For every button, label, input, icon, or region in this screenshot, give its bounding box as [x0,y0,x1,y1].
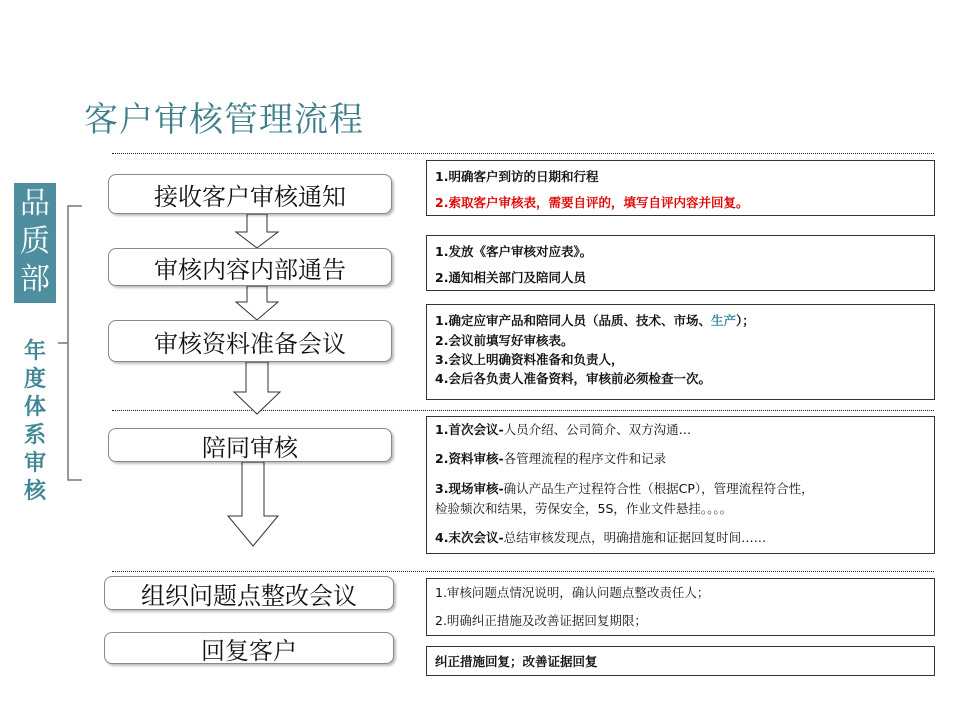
annual-audit-char: 核 [23,479,46,504]
note-line-highlight: 2.索取客户审核表，需要自评的，填写自评内容并回复。 [435,195,749,210]
step-internal-announcement: 审核内容内部通告 [108,248,392,286]
note-line: 2.通知相关部门及陪同人员 [435,270,586,285]
note-line: 4.末次会议-总结审核发现点，明确措施和证据回复时间…… [435,530,767,545]
arrow-down-4 [228,462,278,546]
arrow-down-1 [236,214,278,248]
annual-audit-char: 年 [23,339,46,364]
department-char: 部 [20,262,50,297]
arrow-down-2 [236,286,278,320]
department-char: 质 [20,224,50,259]
step-accompany-audit: 陪同审核 [108,428,392,462]
note-line: 1.发放《客户审核对应表》。 [435,244,593,259]
note-line: 纠正措施回复；改善证据回复 [435,654,598,669]
note-reply-customer [426,646,935,676]
note-accompany-audit [426,416,935,554]
note-receive-notice [426,160,935,216]
note-preparation-meeting [426,304,935,400]
note-line: 1.首次会议-人员介绍、公司简介、双方沟通… [435,422,692,437]
annual-audit-char: 系 [23,423,46,448]
note-line: 3.现场审核-确认产品生产过程符合性（根据CP），管理流程符合性， [435,481,814,496]
note-line: 1.明确客户到访的日期和行程 [435,169,599,184]
department-char: 品 [20,186,50,221]
note-internal-announcement [426,235,935,291]
step-receive-notice: 接收客户审核通知 [108,174,392,214]
step-rectification-meeting: 组织问题点整改会议 [104,576,394,610]
annual-audit-char: 审 [23,451,46,476]
scope-bracket [68,206,82,480]
note-line: 2.资料审核-各管理流程的程序文件和记录 [435,451,667,466]
arrow-down-3 [234,362,280,414]
step-reply-customer: 回复客户 [104,632,394,664]
note-line: 1.确定应审产品和陪同人员（品质、技术、市场、生产）； [435,313,755,328]
note-line: 3.会议上明确资料准备和负责人， [435,352,624,367]
note-line: 2.会议前填写好审核表。 [435,333,574,348]
step-preparation-meeting: 审核资料准备会议 [108,320,392,362]
note-line: 4.会后各负责人准备资料，审核前必须检查一次。 [435,371,711,386]
note-line: 1.审核问题点情况说明，确认问题点整改责任人； [435,585,710,600]
annual-audit-char: 度 [23,367,46,392]
note-line: 检验频次和结果，劳保安全，5S，作业文件悬挂。。。。 [435,501,733,516]
note-line: 2.明确纠正措施及改善证据回复期限； [435,613,647,628]
annual-audit-char: 体 [23,395,46,420]
page-title: 客户审核管理流程 [84,100,364,140]
note-rectification-meeting [426,578,935,636]
